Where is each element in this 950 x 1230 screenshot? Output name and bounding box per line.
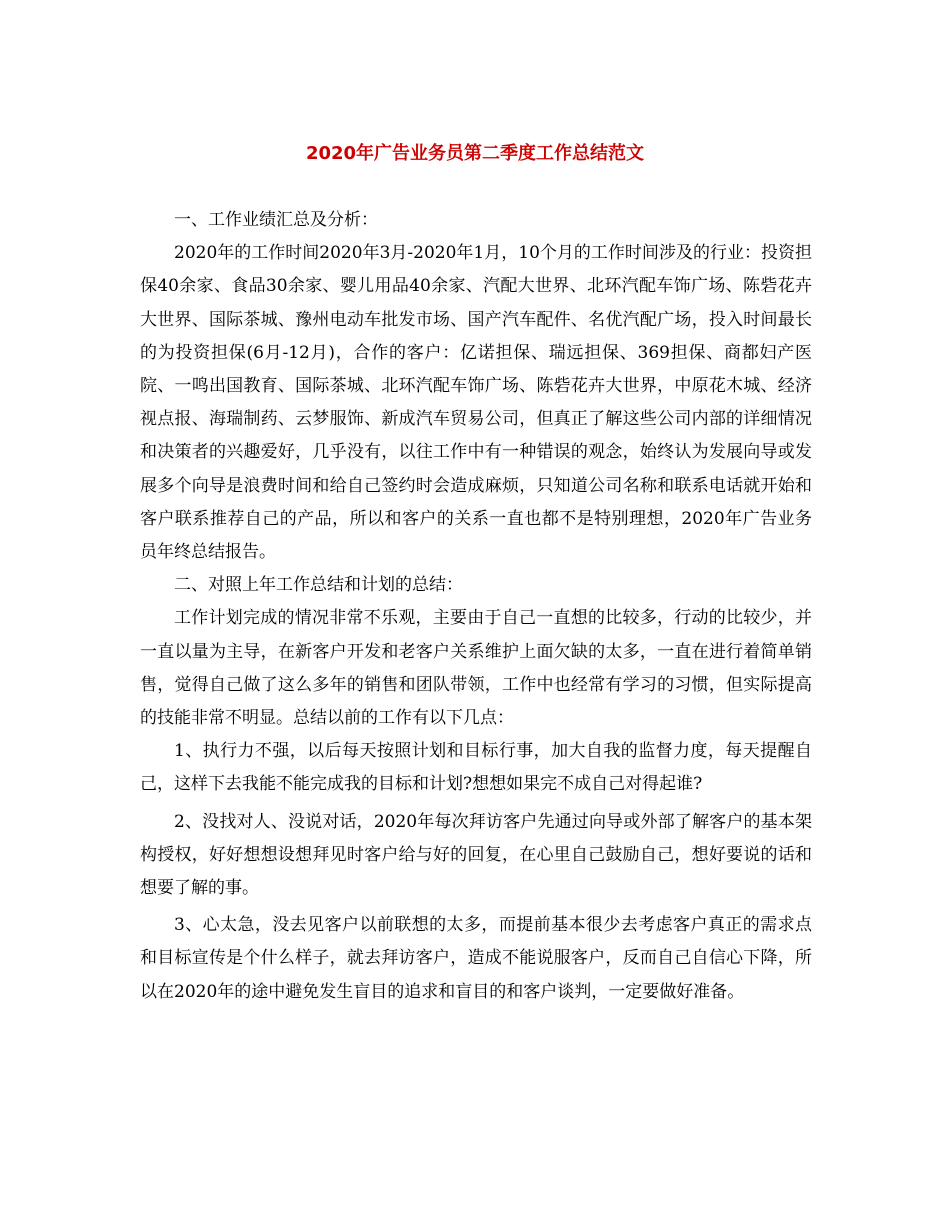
paragraph-work-summary: 2020年的工作时间2020年3月-2020年1月，10个月的工作时间涉及的行业：投资担保40余家、食品30余家、婴儿用品40余家、汽配大世界、北环汽配车饰广场、陈砦花卉大世界、国际茶城、豫州电动车批发市场、国产汽车配件、名优汽配广场，投入时间最长的为投资担保(6月-12月)，合作的客户：亿诺担保、瑞远担保、369担保、商都妇产医院、一鸣出国教育、国际茶城、北环汽配车饰广场、陈砦花卉大世界，中原花木城、经济视点报、海瑞制药、云梦服饰、新成汽车贸易公司，但真正了解这些公司内部的详细情况和决策者的兴趣爱好，几乎没有，以往工作中有一种错误的观念，始终认为发展向导或发展多个向导是浪费时间和给自己签约时会造成麻烦，只知道公司名称和联系电话就开始和客户联系推荐自己的产品，所以和客户的关系一直也都不是特别理想，2020年广告业务员年终总结报告。 — [140, 243, 812, 563]
document-body — [140, 204, 812, 1009]
section-heading-1: 一、工作业绩汇总及分析： — [174, 210, 378, 230]
document-title: 2020年广告业务员第二季度工作总结范文 — [305, 143, 645, 164]
paragraph-plan-review: 工作计划完成的情况非常不乐观，主要由于自己一直想的比较多，行动的比较少，并一直以量为主导，在新客户开发和老客户关系维护上面欠缺的太多，一直在进行着简单销售，觉得自己做了这么多年的销售和团队带领，工作中也经常有学习的习惯，但实际提高的技能非常不明显。总结以前的工作有以下几点： — [140, 608, 812, 729]
paragraph-point-3: 3、心太急，没去见客户以前联想的太多，而提前基本很少去考虑客户真正的需求点和目标宣传是个什么样子，就去拜访客户，造成不能说服客户，反而自己自信心下降，所以在2020年的途中避免发生盲目的追求和盲目的和客户谈判，一定要做好准备。 — [140, 915, 812, 1002]
section-heading-2: 二、对照上年工作总结和计划的总结： — [174, 575, 463, 596]
paragraph-point-1: 1、执行力不强，以后每天按照计划和目标行事，加大自我的监督力度，每天提醒自己，这样下去我能不能完成我的目标和计划?想想如果完不成自己对得起谁? — [140, 741, 812, 795]
paragraph-point-2: 2、没找对人、没说对话，2020年每次拜访客户先通过向导或外部了解客户的基本架构授权，好好想想设想拜见时客户给与好的回复，在心里自己鼓励自己，想好要说的话和想要了解的事。 — [140, 811, 812, 899]
